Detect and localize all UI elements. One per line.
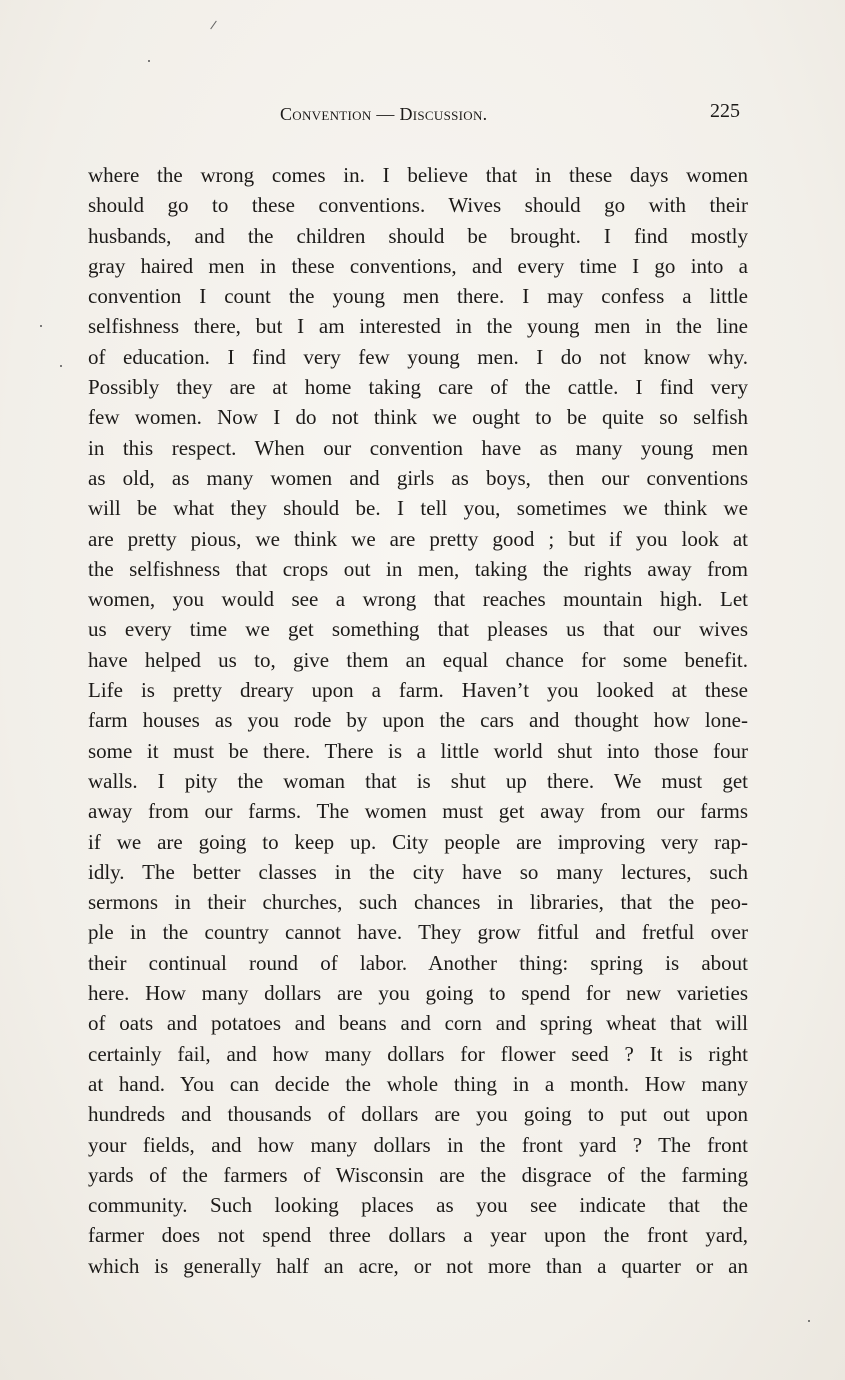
text-line: farmer does not spend three dollars a year upon the front yard, (88, 1223, 748, 1248)
body-text (88, 160, 748, 1281)
text-line: walls. I pity the woman that is shut up there. We must get (88, 768, 748, 793)
page-header (90, 100, 740, 132)
text-line: where the wrong comes in. I believe that in these days women (88, 163, 748, 187)
text-line: the selfishness that crops out in men, taking the rights away from (88, 556, 748, 581)
text-line: sermons in their churches, such chances in libraries, that the peo- (88, 890, 748, 915)
text-line: will be what they should be. I tell you, sometimes we think we (88, 496, 748, 521)
stray-mark (210, 21, 217, 30)
paper-speck (148, 60, 150, 62)
text-line: Possibly they are at home taking care of the cattle. I find very (88, 375, 748, 400)
text-line: certainly fail, and how many dollars for flower seed ? It is right (88, 1041, 748, 1066)
text-line: community. Such looking places as you see indicate that the (88, 1193, 748, 1218)
text-line: as old, as many women and girls as boys, then our conventions (88, 465, 748, 490)
paper-speck (40, 325, 42, 327)
text-line: have helped us to, give them an equal chance for some benefit. (88, 647, 748, 672)
text-line: selfishness there, but I am interested in the young men in the line (88, 314, 748, 339)
text-line: yards of the farmers of Wisconsin are the disgrace of the farming (88, 1162, 748, 1187)
page-number: 225 (710, 100, 740, 122)
text-line: away from our farms. The women must get away from our farms (88, 799, 748, 824)
text-line: your fields, and how many dollars in the front yard ? The front (88, 1132, 748, 1157)
paper-speck (808, 1320, 810, 1322)
text-line: convention I count the young men there. I may confess a little (88, 284, 748, 309)
text-line: in this respect. When our convention have as many young men (88, 435, 748, 460)
text-line: women, you would see a wrong that reaches mountain high. Let (88, 587, 748, 612)
text-line: some it must be there. There is a little world shut into those four (88, 738, 748, 763)
text-line: should go to these conventions. Wives should go with their (88, 193, 748, 218)
text-line: hundreds and thousands of dollars are you going to put out upon (88, 1102, 748, 1127)
text-line: us every time we get something that pleases us that our wives (88, 617, 748, 642)
text-line: gray haired men in these conventions, and every time I go into a (88, 253, 748, 278)
text-line: their continual round of labor. Another thing: spring is about (88, 950, 748, 975)
text-line: of education. I find very few young men. I do not know why. (88, 344, 748, 369)
text-line: which is generally half an acre, or not more than a quarter or an (88, 1253, 748, 1278)
text-line: few women. Now I do not think we ought to be quite so selfish (88, 405, 748, 430)
paper-speck (60, 365, 62, 367)
text-line: are pretty pious, we think we are pretty good ; but if you look at (88, 526, 748, 551)
running-head: Convention — Discussion. (280, 104, 488, 124)
text-line: here. How many dollars are you going to spend for new varieties (88, 981, 748, 1006)
text-line: at hand. You can decide the whole thing in a month. How many (88, 1071, 748, 1096)
text-line: Life is pretty dreary upon a farm. Haven’t you looked at these (88, 678, 748, 703)
text-line: if we are going to keep up. City people are improving very rap- (88, 829, 748, 854)
text-line: of oats and potatoes and beans and corn and spring wheat that will (88, 1011, 748, 1036)
text-line: farm houses as you rode by upon the cars and thought how lone- (88, 708, 748, 733)
text-line: husbands, and the children should be brought. I find mostly (88, 223, 748, 248)
text-line: idly. The better classes in the city have so many lectures, such (88, 859, 748, 884)
text-line: ple in the country cannot have. They grow fitful and fretful over (88, 920, 748, 945)
